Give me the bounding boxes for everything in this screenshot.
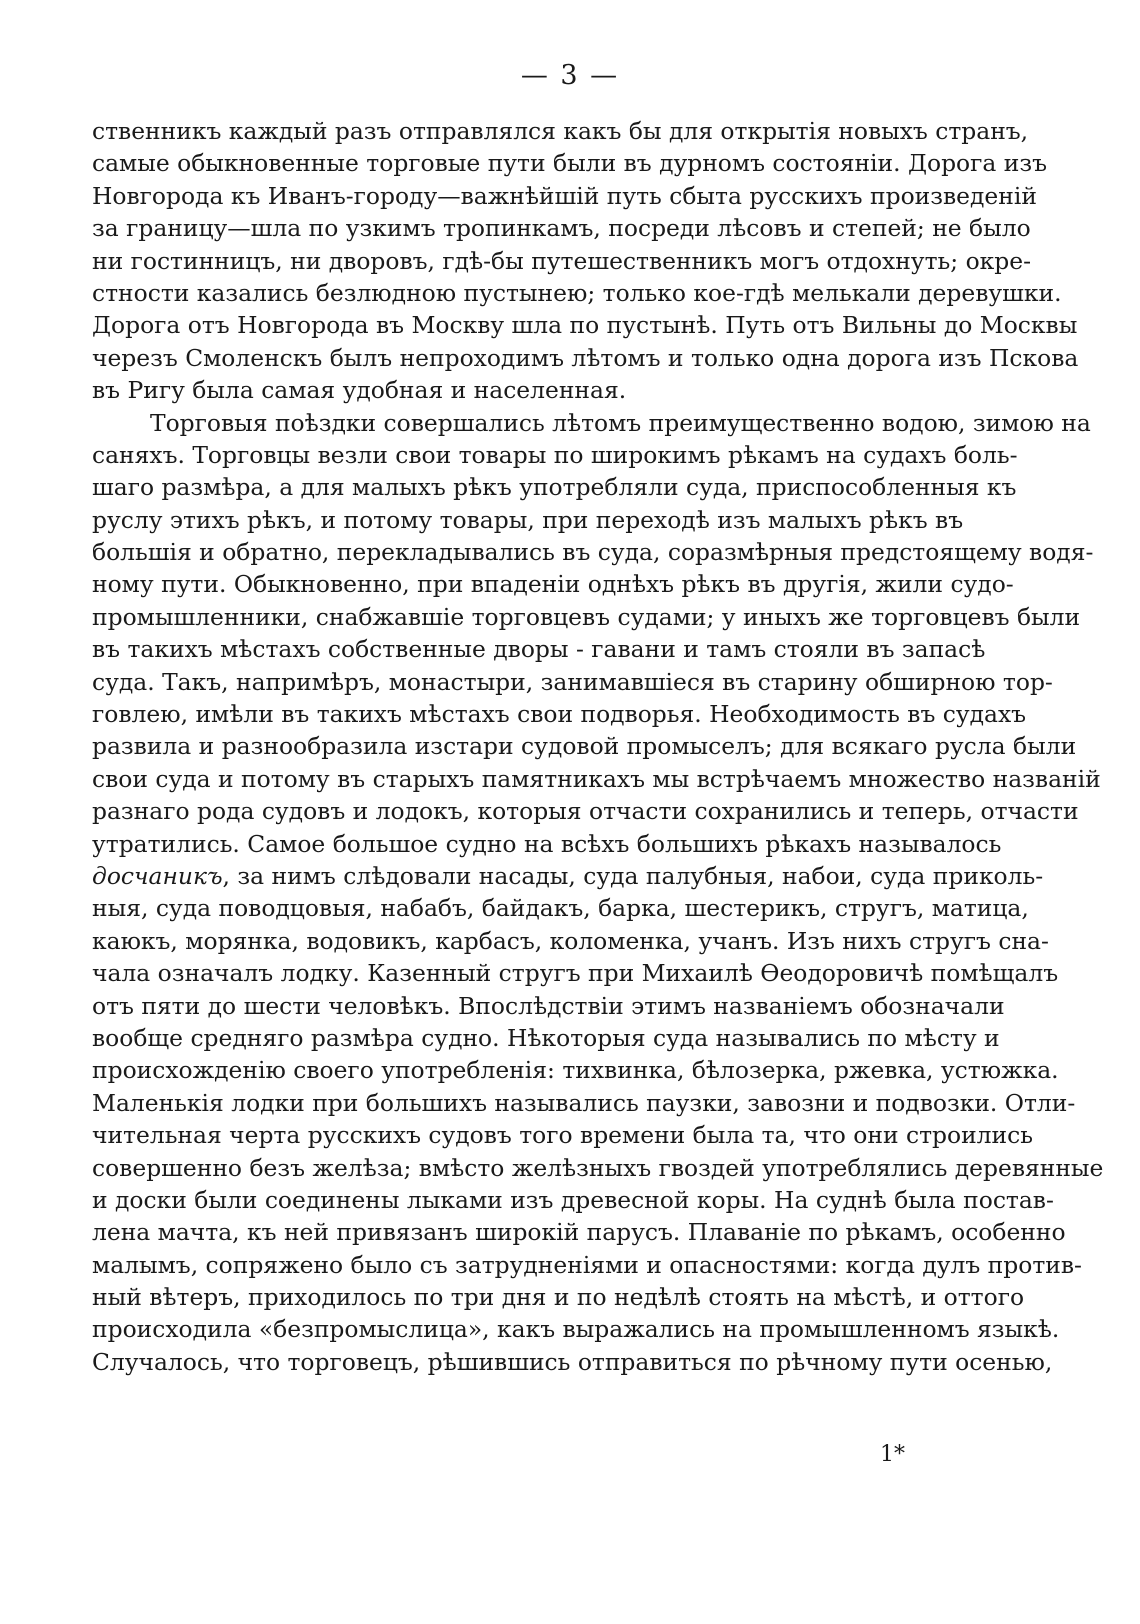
text-line: говлею, имѣли въ такихъ мѣстахъ свои подворья. Необходимость въ судахъ bbox=[92, 700, 1027, 729]
text-line: происходила «безпромыслица», какъ выражались на промышленномъ языкѣ. bbox=[92, 1315, 1060, 1344]
text-line: шаго размѣра, а для малыхъ рѣкъ употребляли суда, приспособленныя къ bbox=[92, 473, 1017, 502]
text-line: саняхъ. Торговцы везли свои товары по широкимъ рѣкамъ на судахъ боль- bbox=[92, 440, 1018, 469]
text-line: самые обыкновенные торговые пути были въ дурномъ состояніи. Дорога изъ bbox=[92, 149, 1048, 178]
text-line: Случалось, что торговецъ, рѣшившись отправиться по рѣчному пути осенью, bbox=[92, 1347, 1053, 1376]
text-line: стности казались безлюдною пустынею; только кое-гдѣ мелькали деревушки. bbox=[92, 278, 1062, 307]
text-line: вообще средняго размѣра судно. Нѣкоторыя суда назывались по мѣсту и bbox=[92, 1023, 1000, 1052]
text-line: большія и обратно, перекладывались въ суда, соразмѣрныя предстоящему водя- bbox=[92, 538, 1094, 567]
text-line: утратились. Самое большое судно на всѣхъ большихъ рѣкахъ называлось bbox=[92, 829, 1002, 858]
text-line: каюкъ, морянка, водовикъ, карбасъ, коломенка, учанъ. Изъ нихъ стругъ сна- bbox=[92, 926, 1049, 955]
page-number: — 3 — bbox=[520, 60, 620, 91]
text-line: черезъ Смоленскъ былъ непроходимъ лѣтомъ и только одна дорога изъ Пскова bbox=[92, 343, 1079, 372]
text-line: ни гостинницъ, ни дворовъ, гдѣ-бы путешественникъ могъ отдохнуть; окре- bbox=[92, 246, 1031, 275]
text-line: чала означалъ лодку. Казенный стругъ при Михаилѣ Ѳеодоровичѣ помѣщалъ bbox=[92, 959, 1059, 988]
text-line: и доски были соединены лыками изъ древесной коры. На суднѣ была постав- bbox=[92, 1185, 1054, 1214]
text-line: ственникъ каждый разъ отправлялся какъ бы для открытія новыхъ странъ, bbox=[92, 117, 1029, 145]
text-line-rest: , за нимъ слѣдовали насады, суда палубныя, набои, суда приколь- bbox=[222, 861, 1044, 890]
text-line: Новгорода къ Иванъ-городу—важнѣйшій путь сбыта русскихъ произведеній bbox=[92, 181, 1037, 210]
italic-term: досчаникъ bbox=[92, 861, 223, 890]
text-line bbox=[92, 860, 1044, 892]
text-line: малымъ, сопряжено было съ затрудненіями и опасностями: когда дулъ против- bbox=[92, 1250, 1082, 1279]
text-line: развила и разнообразила изстари судовой промыселъ; для всякаго русла были bbox=[92, 732, 1077, 761]
text-line: Маленькія лодки при большихъ назывались паузки, завозни и подвозки. Отли- bbox=[92, 1088, 1076, 1117]
text-line: ный вѣтеръ, приходилось по три дня и по недѣлѣ стоять на мѣстѣ, и оттого bbox=[92, 1283, 1025, 1312]
text-line: происхожденію своего употребленія: тихвинка, бѣлозерка, ржевка, устюжка. bbox=[92, 1056, 1059, 1085]
text-line: ныя, суда поводцовыя, набабъ, байдакъ, барка, шестерикъ, стругъ, матица, bbox=[92, 894, 1029, 923]
text-line: разнаго рода судовъ и лодокъ, которыя отчасти сохранились и теперь, отчасти bbox=[92, 797, 1079, 826]
text-line: руслу этихъ рѣкъ, и потому товары, при переходѣ изъ малыхъ рѣкъ въ bbox=[92, 505, 964, 534]
text-line: чительная черта русскихъ судовъ того времени была та, что они строились bbox=[92, 1121, 1033, 1150]
text-line: свои суда и потому въ старыхъ памятникахъ мы встрѣчаемъ множество названій bbox=[92, 764, 1101, 793]
text-line: отъ пяти до шести человѣкъ. Впослѣдствіи этимъ названіемъ обозначали bbox=[92, 991, 1005, 1020]
text-line: совершенно безъ желѣза; вмѣсто желѣзныхъ гвоздей употреблялись деревянные bbox=[92, 1153, 1104, 1182]
text-line: Торговыя поѣздки совершались лѣтомъ преимущественно водою, зимою на bbox=[150, 408, 1091, 437]
text-line: промышленники, снабжавшіе торговцевъ судами; у иныхъ же торговцевъ были bbox=[92, 602, 1081, 631]
text-line: суда. Такъ, напримѣръ, монастыри, занимавшіеся въ старину обширною тор- bbox=[92, 667, 1053, 696]
text-line: за границу—шла по узкимъ тропинкамъ, посреди лѣсовъ и степей; не было bbox=[92, 214, 1031, 243]
text-line: въ такихъ мѣстахъ собственные дворы - гавани и тамъ стояли въ запасѣ bbox=[92, 635, 986, 664]
text-line: въ Ригу была самая удобная и населенная. bbox=[92, 376, 627, 405]
text-line: Дорога отъ Новгорода въ Москву шла по пустынѣ. Путь отъ Вильны до Москвы bbox=[92, 311, 1078, 340]
text-line: ному пути. Обыкновенно, при впаденіи однѣхъ рѣкъ въ другія, жили судо- bbox=[92, 570, 1014, 599]
text-line: лена мачта, къ ней привязанъ широкій парусъ. Плаваніе по рѣкамъ, особенно bbox=[92, 1218, 1066, 1247]
body-text bbox=[92, 115, 1104, 1378]
signature-mark: 1* bbox=[880, 1442, 905, 1467]
